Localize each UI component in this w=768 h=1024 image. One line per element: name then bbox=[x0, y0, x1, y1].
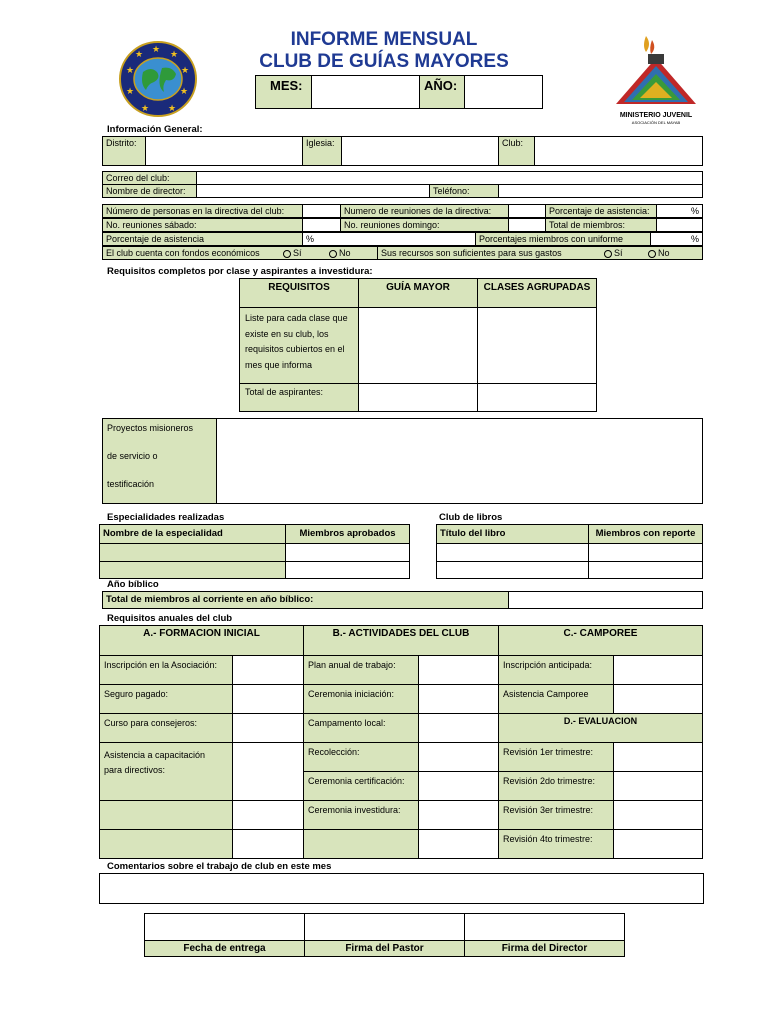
d-item-3-field[interactable] bbox=[613, 800, 703, 830]
svg-text:★: ★ bbox=[126, 65, 135, 75]
b-extra-label bbox=[303, 829, 419, 859]
firma-pastor-label: Firma del Pastor bbox=[304, 940, 465, 957]
biblico-total-label: Total de miembros al corriente en año bíblico: bbox=[102, 591, 509, 609]
d-item-2-field[interactable] bbox=[613, 771, 703, 801]
libro-row-1[interactable] bbox=[436, 543, 589, 562]
proyectos-label: Proyectos misioneros de servicio o testificación bbox=[102, 418, 217, 504]
firma-pastor-field[interactable] bbox=[304, 913, 465, 941]
a-extra-2-label bbox=[99, 829, 233, 859]
anio-field[interactable] bbox=[464, 75, 543, 109]
a-item-3-field[interactable] bbox=[232, 713, 304, 743]
iglesia-field[interactable] bbox=[341, 136, 499, 166]
svg-text:★: ★ bbox=[152, 44, 161, 54]
distrito-field[interactable] bbox=[145, 136, 303, 166]
svg-text:★: ★ bbox=[180, 86, 189, 96]
porcentaje-asistencia-2-field[interactable] bbox=[302, 232, 476, 246]
svg-text:★: ★ bbox=[181, 65, 190, 75]
total-aspirantes-label: Total de aspirantes: bbox=[239, 383, 359, 412]
correo-field[interactable] bbox=[196, 171, 703, 185]
formacion-inicial-header: A.- FORMACION INICIAL bbox=[99, 625, 304, 656]
c-item-2-field[interactable] bbox=[613, 684, 703, 714]
total-miembros-field[interactable] bbox=[656, 218, 703, 232]
iglesia-label: Iglesia: bbox=[302, 136, 342, 166]
reuniones-sabado-field[interactable] bbox=[302, 218, 341, 232]
distrito-label: Distrito: bbox=[102, 136, 146, 166]
b-item-6-label: Ceremonia investidura: bbox=[303, 800, 419, 830]
b-item-1-field[interactable] bbox=[418, 655, 499, 685]
actividades-club-header: B.- ACTIVIDADES DEL CLUB bbox=[303, 625, 499, 656]
guia-mayor-aspirantes-field[interactable] bbox=[358, 383, 478, 412]
recursos-no-radio[interactable]: No bbox=[648, 248, 670, 259]
b-item-4-field[interactable] bbox=[418, 742, 499, 772]
libro-row-2[interactable] bbox=[436, 561, 589, 579]
evaluacion-header: D.- EVALUACION bbox=[498, 713, 703, 743]
d-item-4-label: Revisión 4to trimestre: bbox=[498, 829, 614, 859]
porcentajes-uniforme-label: Porcentajes miembros con uniforme bbox=[475, 232, 651, 246]
b-item-2-field[interactable] bbox=[418, 684, 499, 714]
logo-text-2: ASOCIACIÓN DEL MAYAB bbox=[631, 120, 681, 125]
porcentaje-asistencia-field[interactable] bbox=[656, 204, 703, 218]
personas-directiva-label: Número de personas en la directiva del club: bbox=[102, 204, 303, 218]
b-item-3-field[interactable] bbox=[418, 713, 499, 743]
pct-sign: % bbox=[690, 234, 699, 244]
mes-field[interactable] bbox=[311, 75, 420, 109]
firma-director-field[interactable] bbox=[464, 913, 625, 941]
porcentajes-uniforme-field[interactable] bbox=[650, 232, 703, 246]
porcentaje-asistencia-2-label: Porcentaje de asistencia bbox=[102, 232, 303, 246]
fondos-label: El club cuenta con fondos económicos bbox=[106, 248, 260, 258]
comentarios-field[interactable] bbox=[99, 873, 704, 904]
reuniones-directiva-label: Numero de reuniones de la directiva: bbox=[340, 204, 509, 218]
c-item-1-label: Inscripción anticipada: bbox=[498, 655, 614, 685]
clases-agrupadas-col-header: CLASES AGRUPADAS bbox=[477, 278, 597, 308]
svg-text:★: ★ bbox=[141, 103, 150, 113]
svg-text:★: ★ bbox=[170, 49, 179, 59]
libros-section-label: Club de libros bbox=[439, 512, 503, 523]
clases-agrupadas-requisitos-field[interactable] bbox=[477, 307, 597, 384]
pct-sign: % bbox=[690, 206, 699, 216]
total-miembros-label: Total de miembros: bbox=[545, 218, 657, 232]
a-item-2-label: Seguro pagado: bbox=[99, 684, 233, 714]
reuniones-domingo-field[interactable] bbox=[508, 218, 546, 232]
a-extra-1-label bbox=[99, 800, 233, 830]
especialidad-col-header: Nombre de la especialidad bbox=[99, 524, 286, 544]
anio-label: AÑO: bbox=[419, 75, 465, 109]
director-label: Nombre de director: bbox=[102, 184, 197, 198]
svg-text:★: ★ bbox=[168, 103, 177, 113]
porcentaje-asistencia-label: Porcentaje de asistencia: bbox=[545, 204, 657, 218]
a-item-4-field[interactable] bbox=[232, 742, 304, 801]
mes-label: MES: bbox=[255, 75, 312, 109]
b-item-1-label: Plan anual de trabajo: bbox=[303, 655, 419, 685]
d-item-2-label: Revisión 2do trimestre: bbox=[498, 771, 614, 801]
biblico-section-label: Año bíblico bbox=[107, 579, 159, 590]
fondos-row bbox=[102, 246, 378, 260]
a-item-4-label: Asistencia a capacitación para directivos: bbox=[99, 742, 233, 801]
requisitos-col-header: REQUISITOS bbox=[239, 278, 359, 308]
telefono-field[interactable] bbox=[498, 184, 703, 198]
fecha-entrega-label: Fecha de entrega bbox=[144, 940, 305, 957]
general-section-label: Información General: bbox=[107, 124, 203, 135]
reporte-row-1[interactable] bbox=[588, 543, 703, 562]
proyectos-field[interactable] bbox=[216, 418, 703, 504]
especialidad-row-1[interactable] bbox=[99, 543, 286, 562]
recursos-si-radio[interactable]: Sí bbox=[604, 248, 623, 259]
comentarios-section-label: Comentarios sobre el trabajo de club en este mes bbox=[107, 861, 332, 872]
especialidades-section-label: Especialidades realizadas bbox=[107, 512, 225, 523]
fecha-entrega-field[interactable] bbox=[144, 913, 305, 941]
director-field[interactable] bbox=[196, 184, 430, 198]
miembros-reporte-col-header: Miembros con reporte bbox=[588, 524, 703, 544]
requisitos-instructions: Liste para cada clase que existe en su club, los requisitos cubiertos en el mes que informa bbox=[239, 307, 359, 384]
reporte-row-2[interactable] bbox=[588, 561, 703, 579]
logo-text-1: MINISTERIO JUVENIL bbox=[619, 112, 693, 119]
fondos-no-radio[interactable]: No bbox=[329, 248, 351, 259]
c-item-2-label: Asistencia Camporee bbox=[498, 684, 614, 714]
aprobados-row-2[interactable] bbox=[285, 561, 410, 579]
b-item-5-label: Ceremonia certificación: bbox=[303, 771, 419, 801]
biblico-total-field[interactable] bbox=[508, 591, 703, 609]
miembros-aprobados-col-header: Miembros aprobados bbox=[285, 524, 410, 544]
page-title-2: CLUB DE GUÍAS MAYORES bbox=[259, 51, 509, 72]
svg-text:★: ★ bbox=[126, 86, 135, 96]
d-item-4-field[interactable] bbox=[613, 829, 703, 859]
c-item-1-field[interactable] bbox=[613, 655, 703, 685]
b-extra-field[interactable] bbox=[418, 829, 499, 859]
camporee-header: C.- CAMPOREE bbox=[498, 625, 703, 656]
reuniones-domingo-label: No. reuniones domingo: bbox=[340, 218, 509, 232]
personas-directiva-field[interactable] bbox=[302, 204, 341, 218]
guia-mayor-col-header: GUÍA MAYOR bbox=[358, 278, 478, 308]
b-item-2-label: Ceremonia iniciación: bbox=[303, 684, 419, 714]
aprobados-row-1[interactable] bbox=[285, 543, 410, 562]
ministerio-juvenil-logo bbox=[606, 32, 706, 126]
svg-text:★: ★ bbox=[135, 49, 144, 59]
guia-mayor-requisitos-field[interactable] bbox=[358, 307, 478, 384]
a-item-1-field[interactable] bbox=[232, 655, 304, 685]
clases-agrupadas-aspirantes-field[interactable] bbox=[477, 383, 597, 412]
reuniones-sabado-label: No. reuniones sábado: bbox=[102, 218, 303, 232]
guias-mayores-emblem bbox=[118, 40, 198, 118]
club-label: Club: bbox=[498, 136, 535, 166]
telefono-label: Teléfono: bbox=[429, 184, 499, 198]
recursos-row bbox=[377, 246, 703, 260]
d-item-3-label: Revisión 3er trimestre: bbox=[498, 800, 614, 830]
firma-director-label: Firma del Director bbox=[464, 940, 625, 957]
reuniones-directiva-field[interactable] bbox=[508, 204, 546, 218]
b-item-3-label: Campamento local: bbox=[303, 713, 419, 743]
b-item-4-label: Recolección: bbox=[303, 742, 419, 772]
d-item-1-field[interactable] bbox=[613, 742, 703, 772]
correo-label: Correo del club: bbox=[102, 171, 197, 185]
b-item-6-field[interactable] bbox=[418, 800, 499, 830]
b-item-5-field[interactable] bbox=[418, 771, 499, 801]
a-item-3-label: Curso para consejeros: bbox=[99, 713, 233, 743]
a-item-1-label: Inscripción en la Asociación: bbox=[99, 655, 233, 685]
anuales-section-label: Requisitos anuales del club bbox=[107, 613, 233, 624]
recursos-label: Sus recursos son suficientes para sus gastos bbox=[381, 248, 562, 258]
a-extra-2-field[interactable] bbox=[232, 829, 304, 859]
club-field[interactable] bbox=[534, 136, 703, 166]
titulo-libro-col-header: Título del libro bbox=[436, 524, 589, 544]
a-item-2-field[interactable] bbox=[232, 684, 304, 714]
fondos-si-radio[interactable]: Sí bbox=[283, 248, 302, 259]
pct-sign: % bbox=[306, 234, 315, 244]
requisitos-section-label: Requisitos completos por clase y aspirantes a investidura: bbox=[107, 266, 373, 277]
d-item-1-label: Revisión 1er trimestre: bbox=[498, 742, 614, 772]
a-extra-1-field[interactable] bbox=[232, 800, 304, 830]
especialidad-row-2[interactable] bbox=[99, 561, 286, 579]
page-title-1: INFORME MENSUAL bbox=[290, 29, 478, 50]
